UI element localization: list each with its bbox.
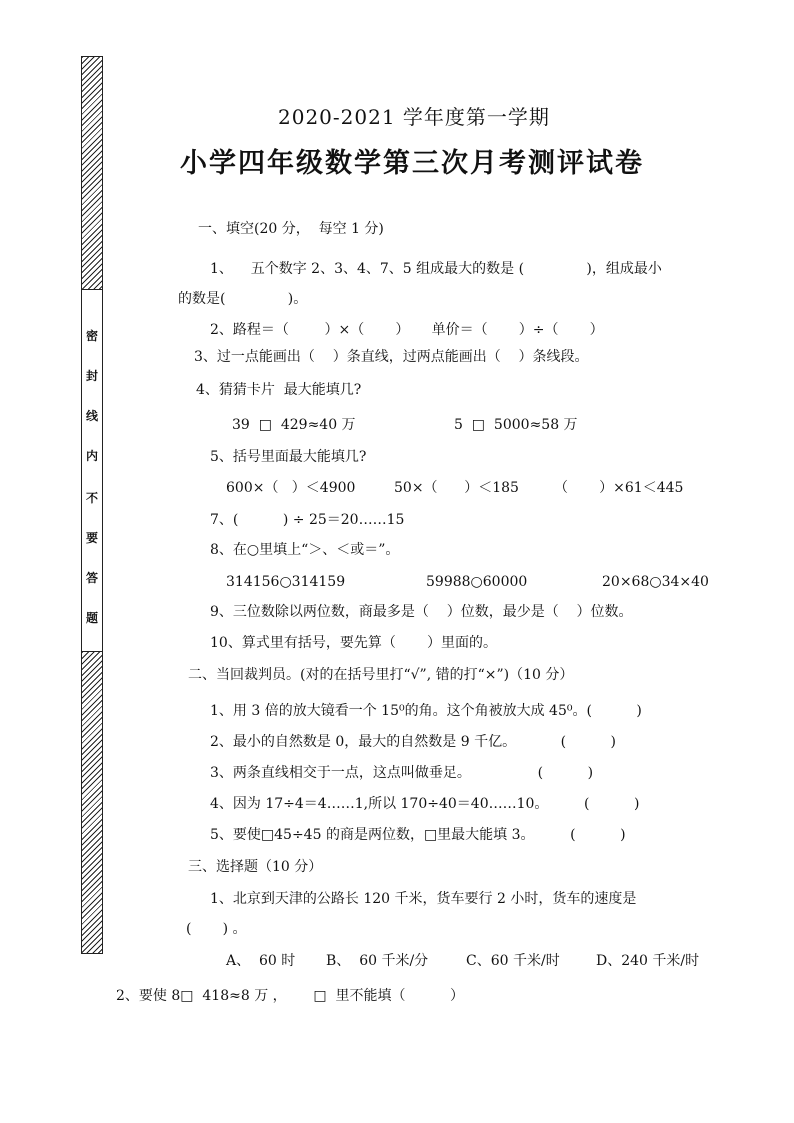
year-title: 2020-2021 学年度第一学期	[278, 105, 550, 129]
seal-char: 不	[85, 491, 98, 505]
seal-char: 封	[85, 369, 98, 383]
s1-q3: 3、过一点能画出（ ）条直线，过两点能画出（ ）条线段。	[194, 349, 589, 365]
exam-title: 小学四年级数学第三次月考测评试卷	[180, 148, 644, 179]
section2-heading: 二、当回裁判员。(对的在括号里打“√”, 错的打“×”)（10 分）	[188, 667, 574, 683]
s1-q1-line1: 1、 五个数字 2、3、4、7、5 组成最大的数是 ( )，组成最小	[210, 261, 662, 277]
s3-q1-line2: ( ) 。	[186, 921, 247, 937]
s1-q4: 4、猜猜卡片 最大能填几?	[196, 382, 362, 398]
s1-q8-c: 20×68○34×40	[602, 574, 709, 590]
s1-q4-b: 5 □ 5000≈58 万	[454, 417, 578, 433]
seal-char: 答	[85, 571, 98, 585]
s3-q1-option-c: C、60 千米/时	[466, 953, 560, 969]
s3-q1-option-d: D、240 千米/时	[596, 953, 700, 969]
s1-q10: 10、算式里有括号，要先算（ ）里面的。	[210, 635, 497, 651]
s1-q4-a: 39 □ 429≈40 万	[232, 417, 356, 433]
s1-q5-c: （ ）×61＜445	[554, 480, 684, 496]
s3-q1-line1: 1、北京到天津的公路长 120 千米，货车要行 2 小时，货车的速度是	[210, 891, 637, 907]
s1-q5: 5、括号里面最大能填几?	[210, 449, 367, 465]
seal-char: 题	[85, 611, 98, 625]
seal-char: 要	[85, 531, 98, 545]
s3-q2: 2、要使 8□ 418≈8 万 ， □ 里不能填（ ）	[116, 988, 464, 1004]
s2-item: 1、用 3 倍的放大镜看一个 15⁰的角。这个角被放大成 45⁰。( )	[210, 703, 642, 719]
s1-q9: 9、三位数除以两位数，商最多是（ ）位数，最少是（ ）位数。	[210, 604, 633, 620]
hatch-top	[82, 57, 102, 290]
seal-char: 密	[85, 329, 98, 343]
s2-item: 3、两条直线相交于一点，这点叫做垂足。 ( )	[210, 765, 594, 781]
s1-q8: 8、在○里填上“＞、＜或＝”。	[210, 542, 400, 558]
s1-q8-a: 314156○314159	[226, 574, 346, 590]
hatch-bottom	[82, 651, 102, 953]
seal-char: 线	[85, 409, 98, 423]
s2-item: 4、因为 17÷4＝4……1,所以 170÷40＝40……10。 ( )	[210, 796, 640, 812]
s1-q5-b: 50×（ ）＜185	[394, 480, 519, 496]
section3-heading: 三、选择题（10 分）	[188, 859, 323, 875]
s1-q2: 2、路程＝（ ）×（ ） 单价＝（ ）÷（ ）	[210, 322, 604, 338]
s1-q7: 7、( ) ÷ 25＝20……15	[210, 512, 405, 528]
seal-line-sidebar	[81, 56, 103, 954]
s2-item: 2、最小的自然数是 0，最大的自然数是 9 千亿。 ( )	[210, 734, 616, 750]
section1-heading: 一、填空(20 分， 每空 1 分)	[198, 221, 384, 237]
s1-q1-line2: 的数是( )。	[178, 291, 308, 307]
s3-q1-option-a: A、 60 时	[226, 953, 296, 969]
s1-q5-a: 600×（ ）＜4900	[226, 480, 356, 496]
s1-q8-b: 59988○60000	[426, 574, 528, 590]
seal-char: 内	[85, 449, 98, 463]
s3-q1-option-b: B、 60 千米/分	[326, 953, 429, 969]
s2-item: 5、要使□45÷45 的商是两位数，□里最大能填 3。 ( )	[210, 827, 626, 843]
